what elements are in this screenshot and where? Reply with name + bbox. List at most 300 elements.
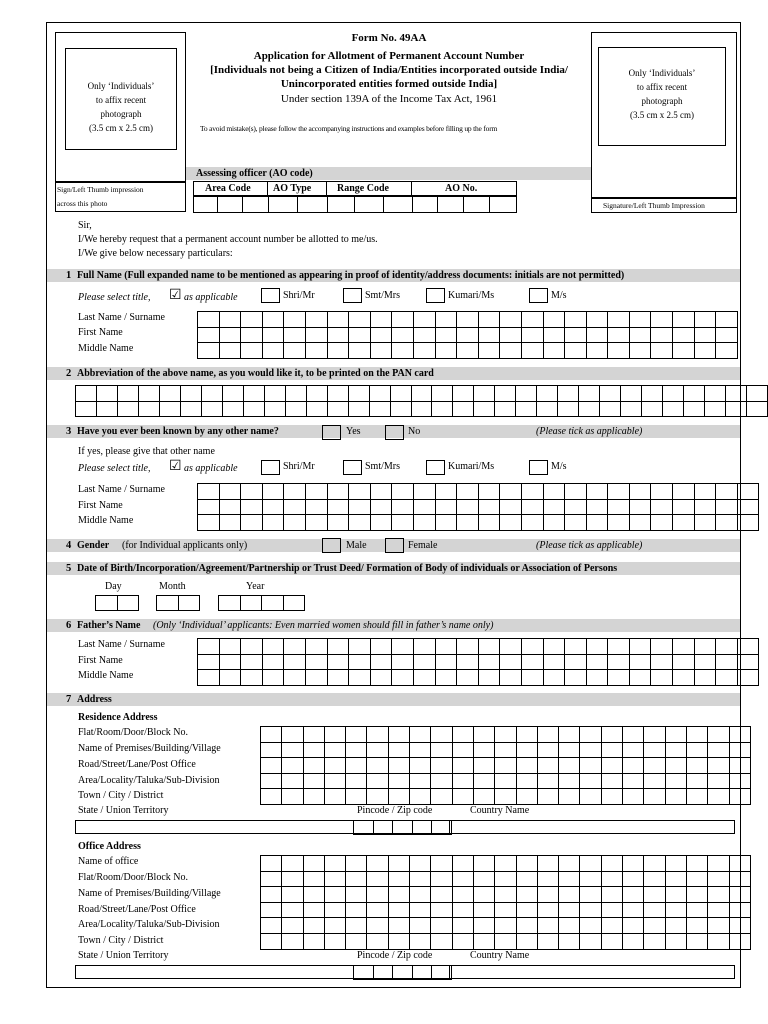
char-box[interactable]: [431, 758, 452, 774]
char-box[interactable]: [729, 742, 750, 758]
char-box[interactable]: [282, 727, 303, 743]
s3-kumari-checkbox[interactable]: [426, 460, 445, 475]
char-box[interactable]: [559, 758, 580, 774]
char-box[interactable]: [284, 312, 306, 328]
char-box[interactable]: [388, 758, 409, 774]
char-box[interactable]: [716, 343, 738, 359]
char-box[interactable]: [392, 343, 414, 359]
char-box[interactable]: [495, 856, 516, 872]
char-box[interactable]: [284, 670, 306, 686]
char-box[interactable]: [601, 789, 622, 805]
char-box[interactable]: [495, 887, 516, 903]
char-box[interactable]: [580, 918, 601, 934]
char-box[interactable]: [349, 515, 371, 531]
char-box[interactable]: [367, 789, 388, 805]
char-box[interactable]: [305, 343, 327, 359]
char-box[interactable]: [586, 654, 608, 670]
char-box[interactable]: [457, 484, 479, 500]
char-box[interactable]: [388, 918, 409, 934]
char-box-grid[interactable]: [353, 820, 452, 835]
char-box[interactable]: [392, 499, 414, 515]
char-box[interactable]: [198, 327, 220, 343]
char-box[interactable]: [623, 918, 644, 934]
char-box[interactable]: [686, 758, 707, 774]
char-box[interactable]: [729, 918, 750, 934]
char-box[interactable]: [543, 343, 565, 359]
char-box[interactable]: [324, 856, 345, 872]
char-box[interactable]: [388, 933, 409, 949]
s1-kumari-checkbox[interactable]: [426, 288, 445, 303]
char-box[interactable]: [410, 727, 431, 743]
char-box[interactable]: [411, 386, 432, 402]
char-box[interactable]: [729, 789, 750, 805]
char-box[interactable]: [262, 484, 284, 500]
char-box[interactable]: [457, 312, 479, 328]
char-box[interactable]: [586, 499, 608, 515]
char-box[interactable]: [623, 758, 644, 774]
char-box[interactable]: [370, 654, 392, 670]
char-box[interactable]: [370, 312, 392, 328]
char-box[interactable]: [392, 670, 414, 686]
char-box[interactable]: [327, 386, 348, 402]
char-box[interactable]: [608, 670, 630, 686]
char-box[interactable]: [324, 758, 345, 774]
char-box[interactable]: [96, 596, 118, 611]
char-box[interactable]: [413, 312, 435, 328]
char-box[interactable]: [241, 312, 263, 328]
char-box[interactable]: [219, 312, 241, 328]
char-box[interactable]: [241, 343, 263, 359]
char-box[interactable]: [346, 871, 367, 887]
char-box[interactable]: [537, 887, 558, 903]
char-box[interactable]: [282, 902, 303, 918]
char-box[interactable]: [521, 639, 543, 655]
char-box[interactable]: [644, 902, 665, 918]
char-box[interactable]: [516, 773, 537, 789]
char-box[interactable]: [457, 670, 479, 686]
char-box[interactable]: [262, 343, 284, 359]
char-box[interactable]: [324, 918, 345, 934]
char-box[interactable]: [262, 654, 284, 670]
char-box[interactable]: [327, 654, 349, 670]
char-box[interactable]: [608, 327, 630, 343]
char-box[interactable]: [600, 386, 621, 402]
char-box[interactable]: [500, 343, 522, 359]
char-box-grid[interactable]: [75, 385, 768, 417]
char-box[interactable]: [327, 312, 349, 328]
char-box[interactable]: [543, 327, 565, 343]
char-box[interactable]: [708, 887, 729, 903]
char-box[interactable]: [521, 499, 543, 515]
s1-smt-checkbox[interactable]: [343, 288, 362, 303]
char-box[interactable]: [500, 639, 522, 655]
char-box[interactable]: [452, 789, 473, 805]
char-box[interactable]: [413, 670, 435, 686]
char-box[interactable]: [432, 386, 453, 402]
char-box[interactable]: [537, 742, 558, 758]
char-box-grid[interactable]: [353, 965, 452, 980]
char-box[interactable]: [413, 639, 435, 655]
char-box[interactable]: [673, 499, 695, 515]
char-box[interactable]: [285, 386, 306, 402]
char-box[interactable]: [346, 789, 367, 805]
char-box[interactable]: [565, 484, 587, 500]
char-box[interactable]: [241, 515, 263, 531]
char-box[interactable]: [665, 933, 686, 949]
char-box[interactable]: [392, 515, 414, 531]
char-box[interactable]: [346, 727, 367, 743]
char-box[interactable]: [303, 789, 324, 805]
char-box[interactable]: [694, 515, 716, 531]
char-box[interactable]: [367, 902, 388, 918]
char-box[interactable]: [629, 312, 651, 328]
char-box[interactable]: [367, 727, 388, 743]
char-box[interactable]: [117, 386, 138, 402]
char-box[interactable]: [580, 758, 601, 774]
ao-cells[interactable]: [193, 196, 517, 213]
char-box[interactable]: [644, 758, 665, 774]
char-box[interactable]: [629, 499, 651, 515]
char-box[interactable]: [651, 639, 673, 655]
char-box[interactable]: [324, 789, 345, 805]
char-box[interactable]: [686, 742, 707, 758]
char-box[interactable]: [673, 654, 695, 670]
char-box[interactable]: [665, 773, 686, 789]
char-box[interactable]: [601, 856, 622, 872]
char-box[interactable]: [543, 499, 565, 515]
char-box[interactable]: [565, 654, 587, 670]
char-box[interactable]: [565, 343, 587, 359]
char-box[interactable]: [716, 312, 738, 328]
s3-smt-checkbox[interactable]: [343, 460, 362, 475]
char-box[interactable]: [500, 515, 522, 531]
char-box[interactable]: [393, 821, 413, 835]
char-box[interactable]: [495, 933, 516, 949]
char-box[interactable]: [521, 670, 543, 686]
char-box[interactable]: [623, 856, 644, 872]
char-box[interactable]: [222, 386, 243, 402]
char-box[interactable]: [644, 856, 665, 872]
char-box[interactable]: [601, 887, 622, 903]
char-box[interactable]: [370, 484, 392, 500]
char-box[interactable]: [348, 401, 369, 417]
char-box[interactable]: [495, 789, 516, 805]
char-box[interactable]: [478, 639, 500, 655]
char-box[interactable]: [373, 821, 393, 835]
char-box[interactable]: [686, 871, 707, 887]
char-box[interactable]: [726, 386, 747, 402]
char-box[interactable]: [410, 758, 431, 774]
char-box[interactable]: [159, 386, 180, 402]
char-box[interactable]: [708, 902, 729, 918]
char-box[interactable]: [478, 670, 500, 686]
char-box[interactable]: [261, 789, 282, 805]
s4-male-checkbox[interactable]: [322, 538, 341, 553]
char-box[interactable]: [580, 773, 601, 789]
char-box[interactable]: [601, 727, 622, 743]
char-box[interactable]: [473, 918, 494, 934]
s5-year-grid[interactable]: [218, 595, 305, 611]
char-box[interactable]: [708, 918, 729, 934]
char-box-grid[interactable]: [260, 855, 751, 950]
char-box[interactable]: [586, 343, 608, 359]
char-box[interactable]: [623, 773, 644, 789]
char-box[interactable]: [435, 484, 457, 500]
char-box[interactable]: [473, 933, 494, 949]
char-box[interactable]: [608, 515, 630, 531]
char-box[interactable]: [457, 499, 479, 515]
char-box[interactable]: [651, 327, 673, 343]
char-box[interactable]: [621, 401, 642, 417]
char-box[interactable]: [729, 902, 750, 918]
char-box[interactable]: [558, 401, 579, 417]
char-box[interactable]: [284, 639, 306, 655]
char-box[interactable]: [521, 515, 543, 531]
char-box[interactable]: [537, 758, 558, 774]
char-box[interactable]: [413, 343, 435, 359]
char-box[interactable]: [543, 654, 565, 670]
char-box[interactable]: [324, 933, 345, 949]
char-box[interactable]: [393, 966, 413, 980]
char-box[interactable]: [370, 515, 392, 531]
char-box[interactable]: [565, 670, 587, 686]
char-box[interactable]: [180, 401, 201, 417]
char-box[interactable]: [586, 312, 608, 328]
char-box[interactable]: [500, 670, 522, 686]
char-box[interactable]: [453, 401, 474, 417]
char-box[interactable]: [559, 871, 580, 887]
char-box[interactable]: [303, 918, 324, 934]
char-box[interactable]: [282, 856, 303, 872]
char-box[interactable]: [516, 742, 537, 758]
char-box[interactable]: [282, 918, 303, 934]
char-box[interactable]: [521, 654, 543, 670]
char-box[interactable]: [580, 933, 601, 949]
char-box[interactable]: [178, 596, 200, 611]
char-box[interactable]: [708, 789, 729, 805]
char-box[interactable]: [521, 484, 543, 500]
char-box[interactable]: [580, 902, 601, 918]
char-box[interactable]: [629, 670, 651, 686]
char-box[interactable]: [262, 670, 284, 686]
char-box-grid[interactable]: [218, 595, 305, 611]
s5-month-grid[interactable]: [156, 595, 200, 611]
char-box[interactable]: [367, 918, 388, 934]
char-box[interactable]: [431, 727, 452, 743]
char-box[interactable]: [305, 484, 327, 500]
char-box[interactable]: [392, 327, 414, 343]
char-box[interactable]: [559, 887, 580, 903]
char-box[interactable]: [198, 639, 220, 655]
char-box-grid[interactable]: [95, 595, 139, 611]
char-box[interactable]: [495, 742, 516, 758]
char-box[interactable]: [457, 515, 479, 531]
char-box[interactable]: [367, 758, 388, 774]
char-box[interactable]: [495, 727, 516, 743]
char-box[interactable]: [435, 343, 457, 359]
char-box[interactable]: [705, 386, 726, 402]
char-box[interactable]: [117, 596, 139, 611]
char-box[interactable]: [537, 386, 558, 402]
char-box[interactable]: [673, 327, 695, 343]
char-box[interactable]: [305, 639, 327, 655]
char-box[interactable]: [580, 856, 601, 872]
char-box[interactable]: [521, 312, 543, 328]
char-box[interactable]: [346, 918, 367, 934]
char-box[interactable]: [261, 773, 282, 789]
char-box[interactable]: [201, 386, 222, 402]
char-box[interactable]: [601, 742, 622, 758]
char-box[interactable]: [586, 327, 608, 343]
char-box[interactable]: [543, 670, 565, 686]
char-box[interactable]: [586, 484, 608, 500]
char-box[interactable]: [673, 343, 695, 359]
char-box[interactable]: [708, 727, 729, 743]
char-box[interactable]: [737, 499, 759, 515]
char-box[interactable]: [516, 789, 537, 805]
char-box[interactable]: [665, 789, 686, 805]
char-box[interactable]: [716, 484, 738, 500]
char-box[interactable]: [198, 670, 220, 686]
char-box[interactable]: [601, 871, 622, 887]
char-box[interactable]: [452, 773, 473, 789]
char-box[interactable]: [303, 871, 324, 887]
char-box[interactable]: [500, 312, 522, 328]
char-box[interactable]: [117, 401, 138, 417]
char-box[interactable]: [305, 670, 327, 686]
char-box[interactable]: [457, 654, 479, 670]
char-box[interactable]: [644, 789, 665, 805]
char-box[interactable]: [473, 871, 494, 887]
char-box[interactable]: [96, 401, 117, 417]
char-box[interactable]: [457, 639, 479, 655]
char-box[interactable]: [452, 856, 473, 872]
char-box[interactable]: [327, 670, 349, 686]
char-box[interactable]: [76, 386, 97, 402]
char-box[interactable]: [305, 312, 327, 328]
char-box[interactable]: [708, 758, 729, 774]
char-box[interactable]: [324, 727, 345, 743]
char-box[interactable]: [327, 515, 349, 531]
char-box[interactable]: [431, 742, 452, 758]
char-box-grid[interactable]: [156, 595, 200, 611]
s1-name-grid[interactable]: [197, 311, 738, 359]
char-box[interactable]: [500, 484, 522, 500]
char-box[interactable]: [410, 887, 431, 903]
char-box[interactable]: [537, 871, 558, 887]
char-box[interactable]: [559, 727, 580, 743]
char-box[interactable]: [410, 742, 431, 758]
char-box[interactable]: [370, 670, 392, 686]
char-box[interactable]: [708, 773, 729, 789]
s3-no-checkbox[interactable]: [385, 425, 404, 440]
char-box[interactable]: [608, 484, 630, 500]
char-box[interactable]: [586, 670, 608, 686]
char-box[interactable]: [282, 871, 303, 887]
char-box[interactable]: [367, 856, 388, 872]
ao-code-grid[interactable]: [193, 196, 517, 213]
char-box[interactable]: [349, 639, 371, 655]
char-box[interactable]: [261, 727, 282, 743]
char-box[interactable]: [559, 856, 580, 872]
char-box[interactable]: [642, 386, 663, 402]
char-box[interactable]: [367, 773, 388, 789]
char-box[interactable]: [410, 773, 431, 789]
char-box[interactable]: [388, 887, 409, 903]
char-box[interactable]: [686, 773, 707, 789]
char-box[interactable]: [241, 654, 263, 670]
char-box[interactable]: [348, 386, 369, 402]
char-box[interactable]: [261, 758, 282, 774]
char-box[interactable]: [629, 639, 651, 655]
char-box[interactable]: [431, 856, 452, 872]
char-box[interactable]: [261, 902, 282, 918]
char-box[interactable]: [284, 499, 306, 515]
char-box[interactable]: [559, 933, 580, 949]
char-box[interactable]: [324, 902, 345, 918]
char-box[interactable]: [241, 499, 263, 515]
char-box[interactable]: [516, 871, 537, 887]
char-box[interactable]: [219, 596, 241, 611]
char-box[interactable]: [565, 327, 587, 343]
char-box[interactable]: [642, 401, 663, 417]
char-box[interactable]: [478, 654, 500, 670]
char-box[interactable]: [452, 727, 473, 743]
char-box[interactable]: [543, 515, 565, 531]
char-box[interactable]: [219, 654, 241, 670]
char-box[interactable]: [665, 727, 686, 743]
char-box[interactable]: [264, 401, 285, 417]
char-box[interactable]: [473, 727, 494, 743]
char-box[interactable]: [367, 887, 388, 903]
char-box[interactable]: [303, 758, 324, 774]
char-box[interactable]: [708, 933, 729, 949]
char-box[interactable]: [410, 871, 431, 887]
char-box[interactable]: [580, 871, 601, 887]
char-box[interactable]: [346, 742, 367, 758]
char-box[interactable]: [390, 386, 411, 402]
char-box[interactable]: [324, 773, 345, 789]
char-box[interactable]: [673, 670, 695, 686]
s1-shri-checkbox[interactable]: [261, 288, 280, 303]
char-box[interactable]: [495, 386, 516, 402]
char-box[interactable]: [694, 327, 716, 343]
char-box[interactable]: [324, 871, 345, 887]
char-box[interactable]: [303, 742, 324, 758]
char-box[interactable]: [219, 515, 241, 531]
char-box[interactable]: [222, 401, 243, 417]
char-box[interactable]: [413, 654, 435, 670]
char-box[interactable]: [324, 887, 345, 903]
char-box[interactable]: [262, 515, 284, 531]
char-box[interactable]: [262, 499, 284, 515]
char-box[interactable]: [694, 499, 716, 515]
char-box[interactable]: [282, 773, 303, 789]
char-box[interactable]: [392, 654, 414, 670]
char-box[interactable]: [537, 727, 558, 743]
char-box[interactable]: [431, 871, 452, 887]
char-box[interactable]: [262, 312, 284, 328]
char-box[interactable]: [370, 343, 392, 359]
char-box[interactable]: [388, 856, 409, 872]
char-box[interactable]: [686, 918, 707, 934]
char-box[interactable]: [431, 773, 452, 789]
char-box[interactable]: [537, 902, 558, 918]
char-box[interactable]: [390, 401, 411, 417]
char-box[interactable]: [694, 670, 716, 686]
char-box[interactable]: [305, 654, 327, 670]
char-box[interactable]: [219, 499, 241, 515]
